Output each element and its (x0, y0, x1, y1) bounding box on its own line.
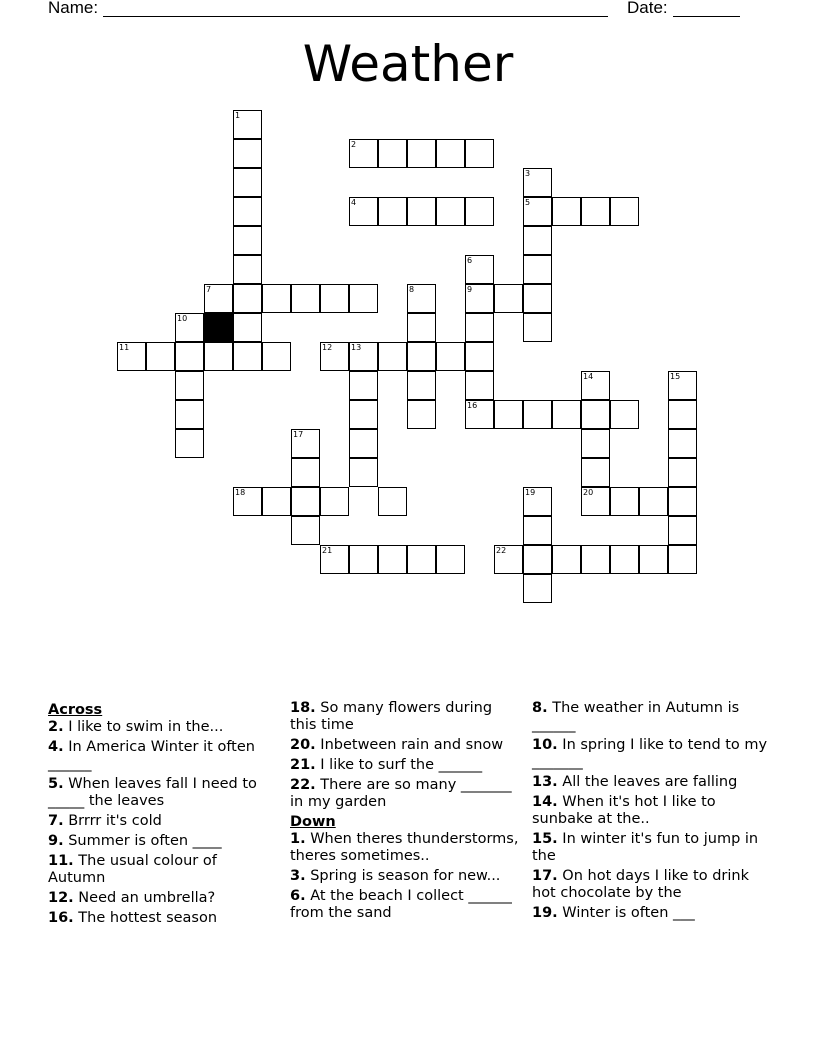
cell-number: 11 (119, 343, 130, 352)
crossword-cell[interactable] (233, 255, 262, 284)
crossword-cell[interactable] (233, 487, 262, 516)
crossword-cell[interactable] (407, 371, 436, 400)
crossword-cell[interactable] (378, 545, 407, 574)
crossword-cell[interactable] (523, 226, 552, 255)
crossword-cell[interactable] (610, 487, 639, 516)
crossword-cell[interactable] (146, 342, 175, 371)
crossword-cell[interactable] (349, 545, 378, 574)
clue-text: Need an umbrella? (78, 890, 216, 906)
crossword-cell[interactable] (523, 197, 552, 226)
clue-text: I like to surf the ______ (320, 757, 483, 773)
crossword-cell[interactable] (465, 371, 494, 400)
clue-across-16 (48, 910, 278, 927)
crossword-cell[interactable] (175, 342, 204, 371)
clue-across-4 (48, 739, 278, 773)
cell-number: 14 (583, 372, 594, 381)
crossword-cell[interactable] (639, 545, 668, 574)
crossword-cell[interactable] (407, 284, 436, 313)
crossword-cell[interactable] (349, 458, 378, 487)
clue-text: The hottest season (78, 910, 218, 926)
crossword-cell[interactable] (233, 139, 262, 168)
crossword-cell[interactable] (581, 371, 610, 400)
crossword-cell[interactable] (581, 458, 610, 487)
clue-across-9 (48, 833, 278, 850)
clue-down-19 (532, 905, 772, 922)
clue-text: The weather in Autumn is ______ (532, 700, 740, 733)
crossword-cell[interactable] (204, 342, 233, 371)
clue-across-21 (290, 757, 520, 774)
cell-number: 2 (351, 140, 357, 149)
clue-across-11 (48, 853, 278, 887)
crossword-cell[interactable] (407, 197, 436, 226)
cell-number: 20 (583, 488, 594, 497)
cell-number: 5 (525, 198, 531, 207)
crossword-cell[interactable] (320, 284, 349, 313)
cell-number: 12 (322, 343, 333, 352)
cell-number: 10 (177, 314, 188, 323)
cell-number: 1 (235, 111, 241, 120)
crossword-cell[interactable] (407, 139, 436, 168)
crossword-cell[interactable] (610, 545, 639, 574)
clue-number: 21. (290, 757, 316, 773)
crossword-cell[interactable] (320, 487, 349, 516)
clue-text: When leaves fall I need to _____ the leaves (48, 776, 257, 809)
clue-number: 5. (48, 776, 64, 792)
crossword-cell[interactable] (552, 400, 581, 429)
crossword-cell[interactable] (668, 371, 697, 400)
crossword-cell[interactable] (523, 168, 552, 197)
crossword-cell[interactable] (233, 313, 262, 342)
crossword-cell[interactable] (262, 487, 291, 516)
clue-number: 7. (48, 813, 64, 829)
cell-number: 21 (322, 546, 333, 555)
clue-text: On hot days I like to drink hot chocolate by the (532, 868, 749, 901)
crossword-cell[interactable] (465, 284, 494, 313)
crossword-cell[interactable] (523, 516, 552, 545)
cell-number: 4 (351, 198, 357, 207)
crossword-cell[interactable] (668, 429, 697, 458)
clue-text: When theres thunderstorms, theres sometimes.. (290, 831, 519, 864)
clue-text: Inbetween rain and snow (320, 737, 504, 753)
clue-text: Spring is season for new... (310, 868, 501, 884)
crossword-cell[interactable] (494, 400, 523, 429)
cell-number: 7 (206, 285, 212, 294)
crossword-cell[interactable] (523, 545, 552, 574)
clue-column-2 (290, 700, 520, 925)
clue-text: When it's hot I like to sunbake at the.. (532, 794, 716, 827)
crossword-cell[interactable] (175, 429, 204, 458)
crossword-cell[interactable] (378, 139, 407, 168)
clue-number: 1. (290, 831, 306, 847)
crossword-cell[interactable] (407, 313, 436, 342)
crossword-cell[interactable] (610, 197, 639, 226)
crossword-cell[interactable] (436, 545, 465, 574)
cell-number: 8 (409, 285, 415, 294)
clue-text: In spring I like to tend to my _______ (532, 737, 768, 770)
crossword-cell[interactable] (668, 545, 697, 574)
clue-down-15 (532, 831, 772, 865)
clue-text: In America Winter it often ______ (48, 739, 255, 772)
clue-across-2 (48, 719, 278, 736)
clue-text: The usual colour of Autumn (48, 853, 217, 886)
clue-down-17 (532, 868, 772, 902)
crossword-cell[interactable] (552, 545, 581, 574)
crossword-cell[interactable] (175, 313, 204, 342)
cell-number: 19 (525, 488, 536, 497)
clue-down-10 (532, 737, 772, 771)
crossword-cell[interactable] (552, 197, 581, 226)
clue-across-12 (48, 890, 278, 907)
crossword-cell[interactable] (494, 545, 523, 574)
crossword-cell[interactable] (233, 226, 262, 255)
cell-number: 3 (525, 169, 531, 178)
crossword-cell[interactable] (581, 197, 610, 226)
crossword-cell[interactable] (668, 400, 697, 429)
crossword-cell[interactable] (262, 342, 291, 371)
crossword-cell[interactable] (117, 342, 146, 371)
crossword-cell[interactable] (378, 342, 407, 371)
crossword-cell[interactable] (320, 342, 349, 371)
crossword-cell[interactable] (465, 255, 494, 284)
crossword-cell[interactable] (175, 400, 204, 429)
crossword-cell[interactable] (349, 400, 378, 429)
clue-down-14 (532, 794, 772, 828)
crossword-cell[interactable] (349, 429, 378, 458)
cell-number: 15 (670, 372, 681, 381)
crossword-cell[interactable] (233, 342, 262, 371)
crossword-cell[interactable] (465, 197, 494, 226)
crossword-cell[interactable] (349, 197, 378, 226)
clue-column-3 (532, 700, 772, 925)
crossword-cell[interactable] (407, 400, 436, 429)
crossword-cell[interactable] (204, 284, 233, 313)
cell-number: 17 (293, 430, 304, 439)
clue-text: In winter it's fun to jump in the (532, 831, 759, 864)
clue-number: 10. (532, 737, 558, 753)
cell-number: 18 (235, 488, 246, 497)
clue-number: 8. (532, 700, 548, 716)
crossword-cell[interactable] (523, 574, 552, 603)
clue-down-3 (290, 868, 520, 885)
crossword-cell[interactable] (668, 516, 697, 545)
crossword-cell[interactable] (581, 545, 610, 574)
clue-column-1 (48, 700, 278, 930)
clue-number: 15. (532, 831, 558, 847)
clue-number: 9. (48, 833, 64, 849)
clue-number: 14. (532, 794, 558, 810)
crossword-cell[interactable] (407, 342, 436, 371)
clue-number: 6. (290, 888, 306, 904)
crossword-cell[interactable] (465, 139, 494, 168)
clue-number: 18. (290, 700, 316, 716)
crossword-cell[interactable] (523, 400, 552, 429)
clue-text: There are so many _______ in my garden (290, 777, 512, 810)
date-label: Date: (627, 0, 668, 17)
crossword-cell[interactable] (523, 487, 552, 516)
clue-number: 11. (48, 853, 74, 869)
name-label: Name: (48, 0, 99, 17)
crossword-cell[interactable] (175, 371, 204, 400)
crossword-cell[interactable] (465, 400, 494, 429)
crossword-cell[interactable] (349, 139, 378, 168)
clue-text: I like to swim in the... (68, 719, 224, 735)
clue-number: 19. (532, 905, 558, 921)
crossword-cell[interactable] (465, 313, 494, 342)
clue-across-22 (290, 777, 520, 811)
cell-number: 13 (351, 343, 362, 352)
crossword-black-cell (204, 313, 233, 342)
clue-text: Summer is often ____ (68, 833, 222, 849)
crossword-cell[interactable] (465, 342, 494, 371)
crossword-cell[interactable] (523, 255, 552, 284)
cell-number: 16 (467, 401, 478, 410)
clue-number: 22. (290, 777, 316, 793)
crossword-cell[interactable] (436, 139, 465, 168)
across-heading: Across (48, 702, 103, 718)
crossword-cell[interactable] (233, 197, 262, 226)
clue-across-20 (290, 737, 520, 754)
crossword-cell[interactable] (581, 400, 610, 429)
cell-number: 6 (467, 256, 473, 265)
page-title: Weather (302, 35, 514, 93)
crossword-cell[interactable] (378, 487, 407, 516)
clue-number: 20. (290, 737, 316, 753)
clue-down-1 (290, 831, 520, 865)
clue-text: So many flowers during this time (290, 700, 493, 733)
crossword-cell[interactable] (233, 284, 262, 313)
clue-number: 2. (48, 719, 64, 735)
clue-down-6 (290, 888, 520, 922)
clue-across-7 (48, 813, 278, 830)
clue-number: 4. (48, 739, 64, 755)
clue-number: 13. (532, 774, 558, 790)
cell-number: 22 (496, 546, 507, 555)
clue-number: 16. (48, 910, 74, 926)
crossword-cell[interactable] (262, 284, 291, 313)
clue-across-5 (48, 776, 278, 810)
crossword-cell[interactable] (668, 458, 697, 487)
crossword-cell[interactable] (291, 458, 320, 487)
crossword-cell[interactable] (233, 168, 262, 197)
down-heading: Down (290, 814, 336, 830)
crossword-cell[interactable] (668, 487, 697, 516)
clue-down-8 (532, 700, 772, 734)
crossword-cell[interactable] (436, 197, 465, 226)
cell-number: 9 (467, 285, 473, 294)
clue-number: 17. (532, 868, 558, 884)
clue-across-18 (290, 700, 520, 734)
crossword-cell[interactable] (436, 342, 465, 371)
crossword-cell[interactable] (291, 429, 320, 458)
crossword-cell[interactable] (610, 400, 639, 429)
crossword-cell[interactable] (349, 284, 378, 313)
crossword-cell[interactable] (639, 487, 668, 516)
crossword-cell[interactable] (494, 284, 523, 313)
clue-down-13 (532, 774, 772, 791)
crossword-cell[interactable] (291, 487, 320, 516)
clue-text: Winter is often ___ (562, 905, 695, 921)
crossword-cell[interactable] (378, 197, 407, 226)
clue-number: 12. (48, 890, 74, 906)
crossword-cell[interactable] (291, 284, 320, 313)
crossword-cell[interactable] (523, 284, 552, 313)
clue-text: All the leaves are falling (562, 774, 738, 790)
crossword-cell[interactable] (291, 516, 320, 545)
crossword-cell[interactable] (349, 342, 378, 371)
crossword-cell[interactable] (581, 429, 610, 458)
crossword-cell[interactable] (523, 313, 552, 342)
crossword-cell[interactable] (349, 371, 378, 400)
crossword-cell[interactable] (233, 110, 262, 139)
crossword-cell[interactable] (581, 487, 610, 516)
clue-number: 3. (290, 868, 306, 884)
clue-text: At the beach I collect ______ from the sand (290, 888, 512, 921)
crossword-cell[interactable] (407, 545, 436, 574)
crossword-cell[interactable] (320, 545, 349, 574)
clue-text: Brrrr it's cold (68, 813, 162, 829)
